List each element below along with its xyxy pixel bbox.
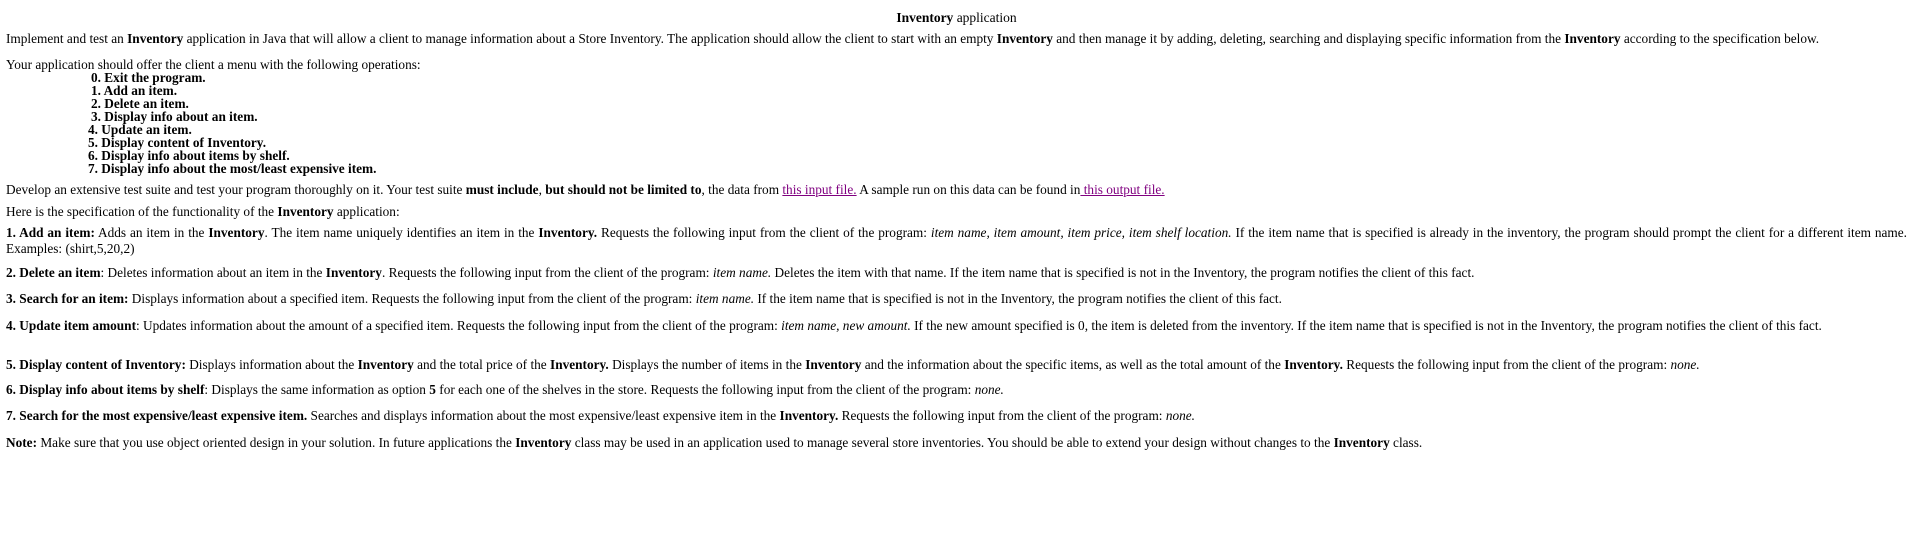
spec-bold: Inventory <box>208 225 265 240</box>
spec-text: Requests the following input from the client of the program: <box>838 408 1166 423</box>
menu-item: 7. Display info about the most/least expensive item. <box>88 161 377 176</box>
spec-intro-text: Here is the specification of the functionality of the <box>6 204 278 219</box>
spec-text: If the item name that is specified is not in the Inventory, the program notifies the client of this fact. <box>754 291 1282 306</box>
menu-intro: Your application should offer the client a menu with the following operations: <box>6 57 421 72</box>
menu-item: 0. Exit the program. <box>91 70 206 85</box>
note-heading: Note: <box>6 435 38 450</box>
spec-text: If the item name that is specified is already in the inventory, the program should prompt the client for a different item name. Examples: (shirt,5,20,2) <box>6 225 1907 256</box>
spec-bold: Inventory. <box>779 408 839 423</box>
spec-search-item <box>6 291 1282 307</box>
spec-text: : Updates information about the amount of a specified item. Requests the following input from the client of the program: <box>136 318 782 333</box>
spec-bold: Inventory. <box>538 225 598 240</box>
intro-text: and then manage it by adding, deleting, searching and displaying specific information from the <box>1052 31 1565 46</box>
spec-text: If the new amount specified is 0, the item is deleted from the inventory. If the item name that is specified is not in the Inventory, the program notifies the client of this fact. <box>910 318 1822 333</box>
spec-text: Requests the following input from the client of the program: <box>597 225 931 240</box>
spec-italic: item name, item amount, item price, item shelf location. <box>930 225 1232 240</box>
input-file-link[interactable]: this input file. <box>782 182 857 197</box>
spec-italic: item name. <box>712 265 772 280</box>
menu-item: 4. Update an item. <box>88 122 192 137</box>
page-title <box>0 10 1913 26</box>
spec-display-inventory <box>6 357 1700 373</box>
note-paragraph <box>6 435 1422 451</box>
title-rest: application <box>953 10 1017 25</box>
spec-heading: 2. Delete an item <box>6 265 101 280</box>
spec-text: Displays the number of items in the <box>608 357 806 372</box>
spec-heading: 7. Search for the most expensive/least expensive item. <box>6 408 308 423</box>
spec-text: Deletes the item with that name. If the item name that is specified is not in the Inventory, the program notifies the client of this fact. <box>771 265 1475 280</box>
intro-bold: Inventory <box>1564 31 1621 46</box>
testsuite-bold: but should not be limited to <box>545 182 702 197</box>
spec-delete-item <box>6 265 1474 281</box>
testsuite-text: , <box>538 182 546 197</box>
spec-text: . Requests the following input from the client of the program: <box>381 265 713 280</box>
intro-text: according to the specification below. <box>1620 31 1820 46</box>
intro-bold: Inventory <box>996 31 1053 46</box>
menu-item: 5. Display content of Inventory. <box>88 135 267 150</box>
testsuite-bold: must include <box>465 182 539 197</box>
spec-expensive-item <box>6 408 1195 424</box>
spec-text: and the information about the specific items, as well as the total amount of the <box>861 357 1285 372</box>
spec-heading: 6. Display info about items by shelf <box>6 382 205 397</box>
spec-italic: none. <box>974 382 1004 397</box>
note-text: class. <box>1389 435 1423 450</box>
note-text: Make sure that you use object oriented design in your solution. In future applications the <box>37 435 516 450</box>
menu-item: 2. Delete an item. <box>91 96 189 111</box>
spec-text: : Displays the same information as option <box>204 382 430 397</box>
testsuite-text: A sample run on this data can be found in <box>856 182 1081 197</box>
spec-heading: 3. Search for an item: <box>6 291 129 306</box>
spec-bold: Inventory <box>357 357 414 372</box>
note-bold: Inventory <box>515 435 572 450</box>
spec-text: Displays information about a specified item. Requests the following input from the client of the program: <box>128 291 696 306</box>
spec-text: . The item name uniquely identifies an item in the <box>264 225 539 240</box>
spec-bold: Inventory. <box>1284 357 1343 372</box>
spec-intro-bold: Inventory <box>277 204 334 219</box>
testsuite-text: Develop an extensive test suite and test your program thoroughly on it. Your test suite <box>6 182 466 197</box>
spec-text: Requests the following input from the client of the program: <box>1342 357 1671 372</box>
spec-intro <box>6 204 400 220</box>
spec-bold: Inventory. <box>550 357 609 372</box>
spec-text: and the total price of the <box>413 357 551 372</box>
spec-italic: none. <box>1670 357 1700 372</box>
spec-text: for each one of the shelves in the store. Requests the following input from the client of the program: <box>435 382 975 397</box>
spec-text: Adds an item in the <box>94 225 209 240</box>
menu-item: 3. Display info about an item. <box>91 109 258 124</box>
spec-italic: item name. <box>695 291 755 306</box>
spec-heading: 1. Add an item: <box>6 225 95 240</box>
testsuite-text: , the data from <box>701 182 783 197</box>
note-bold: Inventory <box>1333 435 1390 450</box>
menu-item: 6. Display info about items by shelf. <box>88 148 290 163</box>
menu-item: 1. Add an item. <box>91 83 178 98</box>
intro-text: Implement and test an <box>6 31 128 46</box>
spec-heading: 5. Display content of Inventory: <box>6 357 186 372</box>
spec-italic: item name, new amount. <box>781 318 911 333</box>
spec-bold: Inventory <box>805 357 862 372</box>
intro-text: application in Java that will allow a client to manage information about a Store Inventory. The application should allow the client to start with an empty <box>183 31 997 46</box>
intro-bold: Inventory <box>127 31 184 46</box>
spec-bold: 5 <box>429 382 436 397</box>
spec-display-shelf <box>6 382 1004 398</box>
spec-text: Displays information about the <box>185 357 358 372</box>
spec-heading: 4. Update item amount <box>6 318 137 333</box>
intro-paragraph <box>6 31 1819 47</box>
spec-bold: Inventory <box>325 265 382 280</box>
output-file-link[interactable]: this output file. <box>1080 182 1165 197</box>
spec-intro-text: application: <box>333 204 400 219</box>
spec-update-item <box>6 318 1907 334</box>
spec-add-item <box>6 225 1907 257</box>
spec-text: : Deletes information about an item in the <box>100 265 326 280</box>
title-bold: Inventory <box>896 10 954 25</box>
spec-text: Searches and displays information about the most expensive/least expensive item in the <box>307 408 780 423</box>
testsuite-paragraph <box>6 182 1165 198</box>
spec-italic: none. <box>1165 408 1195 423</box>
note-text: class may be used in an application used to manage several store inventories. You should be able to extend your design without changes to the <box>571 435 1334 450</box>
